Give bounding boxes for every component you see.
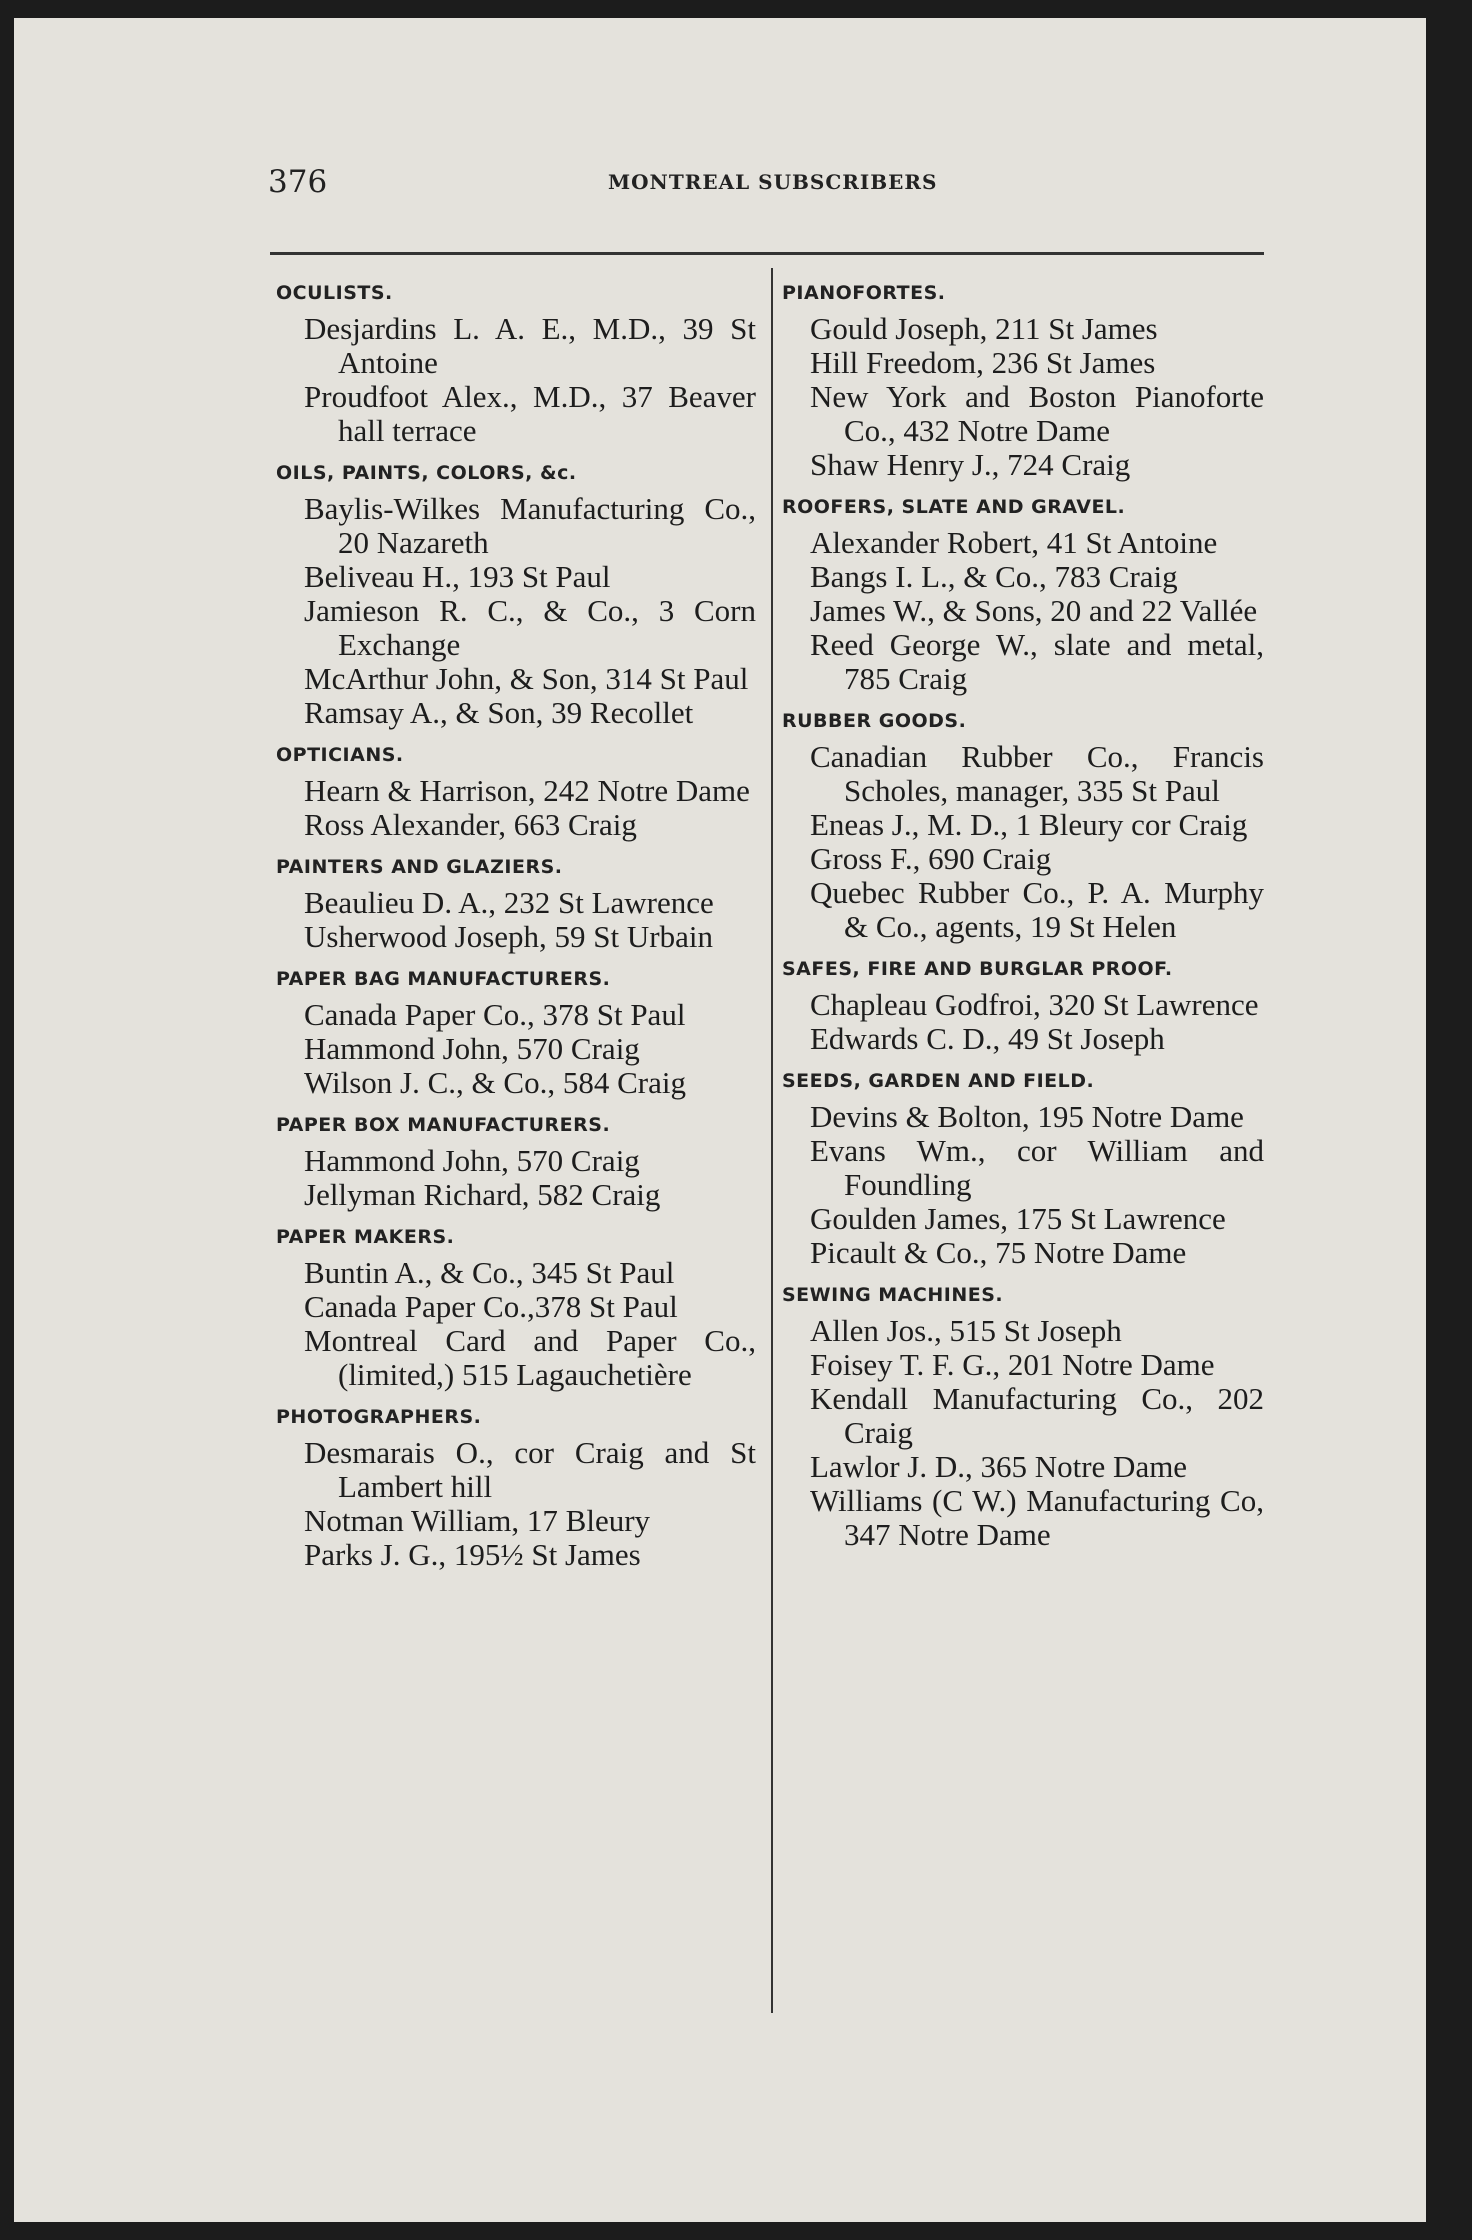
directory-section xyxy=(276,282,756,448)
directory-entry: Eneas J., M. D., 1 Bleury cor Craig xyxy=(810,807,1248,842)
section-heading: PAPER MAKERS. xyxy=(276,1226,455,1248)
section-heading: OCULISTS. xyxy=(276,282,393,304)
directory-entry: Hill Freedom, 236 St James xyxy=(810,345,1156,380)
section-heading: PIANOFORTES. xyxy=(782,282,946,304)
directory-entry: Ross Alexander, 663 Craig xyxy=(304,807,637,842)
directory-section xyxy=(782,496,1264,696)
directory-section xyxy=(276,1226,756,1392)
directory-section xyxy=(276,1114,756,1212)
directory-entry: Canada Paper Co.,378 St Paul xyxy=(304,1289,678,1324)
directory-section xyxy=(782,1070,1264,1270)
right-column xyxy=(782,276,1264,1566)
directory-section xyxy=(276,968,756,1100)
directory-entry: James W., & Sons, 20 and 22 Vallée xyxy=(810,593,1258,628)
section-heading: ROOFERS, SLATE AND GRAVEL. xyxy=(782,496,1126,518)
directory-entry: Devins & Bolton, 195 Notre Dame xyxy=(810,1099,1244,1134)
directory-entry: Buntin A., & Co., 345 St Paul xyxy=(304,1255,675,1290)
section-heading: PAPER BOX MANUFACTURERS. xyxy=(276,1114,611,1136)
directory-entry: Picault & Co., 75 Notre Dame xyxy=(810,1235,1187,1270)
directory-entry: Hammond John, 570 Craig xyxy=(304,1031,640,1066)
directory-entry: Shaw Henry J., 724 Craig xyxy=(810,447,1131,482)
directory-section xyxy=(782,710,1264,944)
directory-entry: New York and Boston Pianoforte Co., 432 Notre Dame xyxy=(810,379,1264,448)
directory-section xyxy=(276,856,756,954)
left-column xyxy=(276,276,756,1586)
directory-entry: Baylis-Wilkes Manufacturing Co., 20 Nazareth xyxy=(304,491,756,560)
directory-entry: Quebec Rubber Co., P. A. Murphy & Co., agents, 19 St Helen xyxy=(810,875,1264,944)
directory-section xyxy=(276,462,756,730)
section-heading: PAINTERS AND GLAZIERS. xyxy=(276,856,563,878)
directory-entry: Williams (C W.) Manufacturing Co, 347 Notre Dame xyxy=(810,1483,1264,1552)
directory-entry: Proudfoot Alex., M.D., 37 Beaver hall terrace xyxy=(304,379,756,448)
directory-entry: Kendall Manufacturing Co., 202 Craig xyxy=(810,1381,1264,1450)
directory-section xyxy=(276,1406,756,1572)
section-heading: OILS, PAINTS, COLORS, &c. xyxy=(276,462,577,484)
header-rule xyxy=(270,252,1264,255)
directory-entry: Evans Wm., cor William and Foundling xyxy=(810,1133,1264,1202)
page-number: 376 xyxy=(268,164,328,200)
directory-section xyxy=(782,1284,1264,1552)
directory-entry: Jellyman Richard, 582 Craig xyxy=(304,1177,661,1212)
directory-entry: Beaulieu D. A., 232 St Lawrence xyxy=(304,885,714,920)
directory-entry: Wilson J. C., & Co., 584 Craig xyxy=(304,1065,686,1100)
directory-entry: Bangs I. L., & Co., 783 Craig xyxy=(810,559,1178,594)
directory-entry: Reed George W., slate and metal, 785 Craig xyxy=(810,627,1264,696)
directory-entry: Canada Paper Co., 378 St Paul xyxy=(304,997,686,1032)
directory-entry: Chapleau Godfroi, 320 St Lawrence xyxy=(810,987,1259,1022)
directory-entry: McArthur John, & Son, 314 St Paul xyxy=(304,661,749,696)
section-heading: SEEDS, GARDEN AND FIELD. xyxy=(782,1070,1095,1092)
directory-entry: Foisey T. F. G., 201 Notre Dame xyxy=(810,1347,1215,1382)
directory-page xyxy=(14,18,1426,2222)
directory-entry: Goulden James, 175 St Lawrence xyxy=(810,1201,1226,1236)
directory-entry: Montreal Card and Paper Co., (limited,) 515 Lagauchetière xyxy=(304,1323,756,1392)
running-head: MONTREAL SUBSCRIBERS xyxy=(608,170,938,194)
directory-entry: Desmarais O., cor Craig and St Lambert hill xyxy=(304,1435,756,1504)
section-heading: PHOTOGRAPHERS. xyxy=(276,1406,482,1428)
directory-entry: Edwards C. D., 49 St Joseph xyxy=(810,1021,1165,1056)
directory-entry: Lawlor J. D., 365 Notre Dame xyxy=(810,1449,1188,1484)
directory-entry: Allen Jos., 515 St Joseph xyxy=(810,1313,1122,1348)
section-heading: SAFES, FIRE AND BURGLAR PROOF. xyxy=(782,958,1173,980)
directory-entry: Ramsay A., & Son, 39 Recollet xyxy=(304,695,694,730)
directory-entry: Gould Joseph, 211 St James xyxy=(810,311,1158,346)
directory-entry: Desjardins L. A. E., M.D., 39 St Antoine xyxy=(304,311,756,380)
directory-section xyxy=(782,958,1264,1056)
directory-entry: Canadian Rubber Co., Francis Scholes, manager, 335 St Paul xyxy=(810,739,1264,808)
directory-entry: Usherwood Joseph, 59 St Urbain xyxy=(304,919,713,954)
section-heading: PAPER BAG MANUFACTURERS. xyxy=(276,968,611,990)
directory-entry: Gross F., 690 Craig xyxy=(810,841,1052,876)
directory-section xyxy=(276,744,756,842)
directory-entry: Hammond John, 570 Craig xyxy=(304,1143,640,1178)
directory-section xyxy=(782,282,1264,482)
section-heading: OPTICIANS. xyxy=(276,744,404,766)
page-header xyxy=(268,164,1268,214)
directory-entry: Hearn & Harrison, 242 Notre Dame xyxy=(304,773,750,808)
directory-entry: Jamieson R. C., & Co., 3 Corn Exchange xyxy=(304,593,756,662)
directory-entry: Alexander Robert, 41 St Antoine xyxy=(810,525,1218,560)
column-divider xyxy=(771,268,773,2013)
section-heading: SEWING MACHINES. xyxy=(782,1284,1004,1306)
directory-entry: Notman William, 17 Bleury xyxy=(304,1503,651,1538)
section-heading: RUBBER GOODS. xyxy=(782,710,967,732)
directory-entry: Beliveau H., 193 St Paul xyxy=(304,559,611,594)
directory-entry: Parks J. G., 195½ St James xyxy=(304,1537,641,1572)
